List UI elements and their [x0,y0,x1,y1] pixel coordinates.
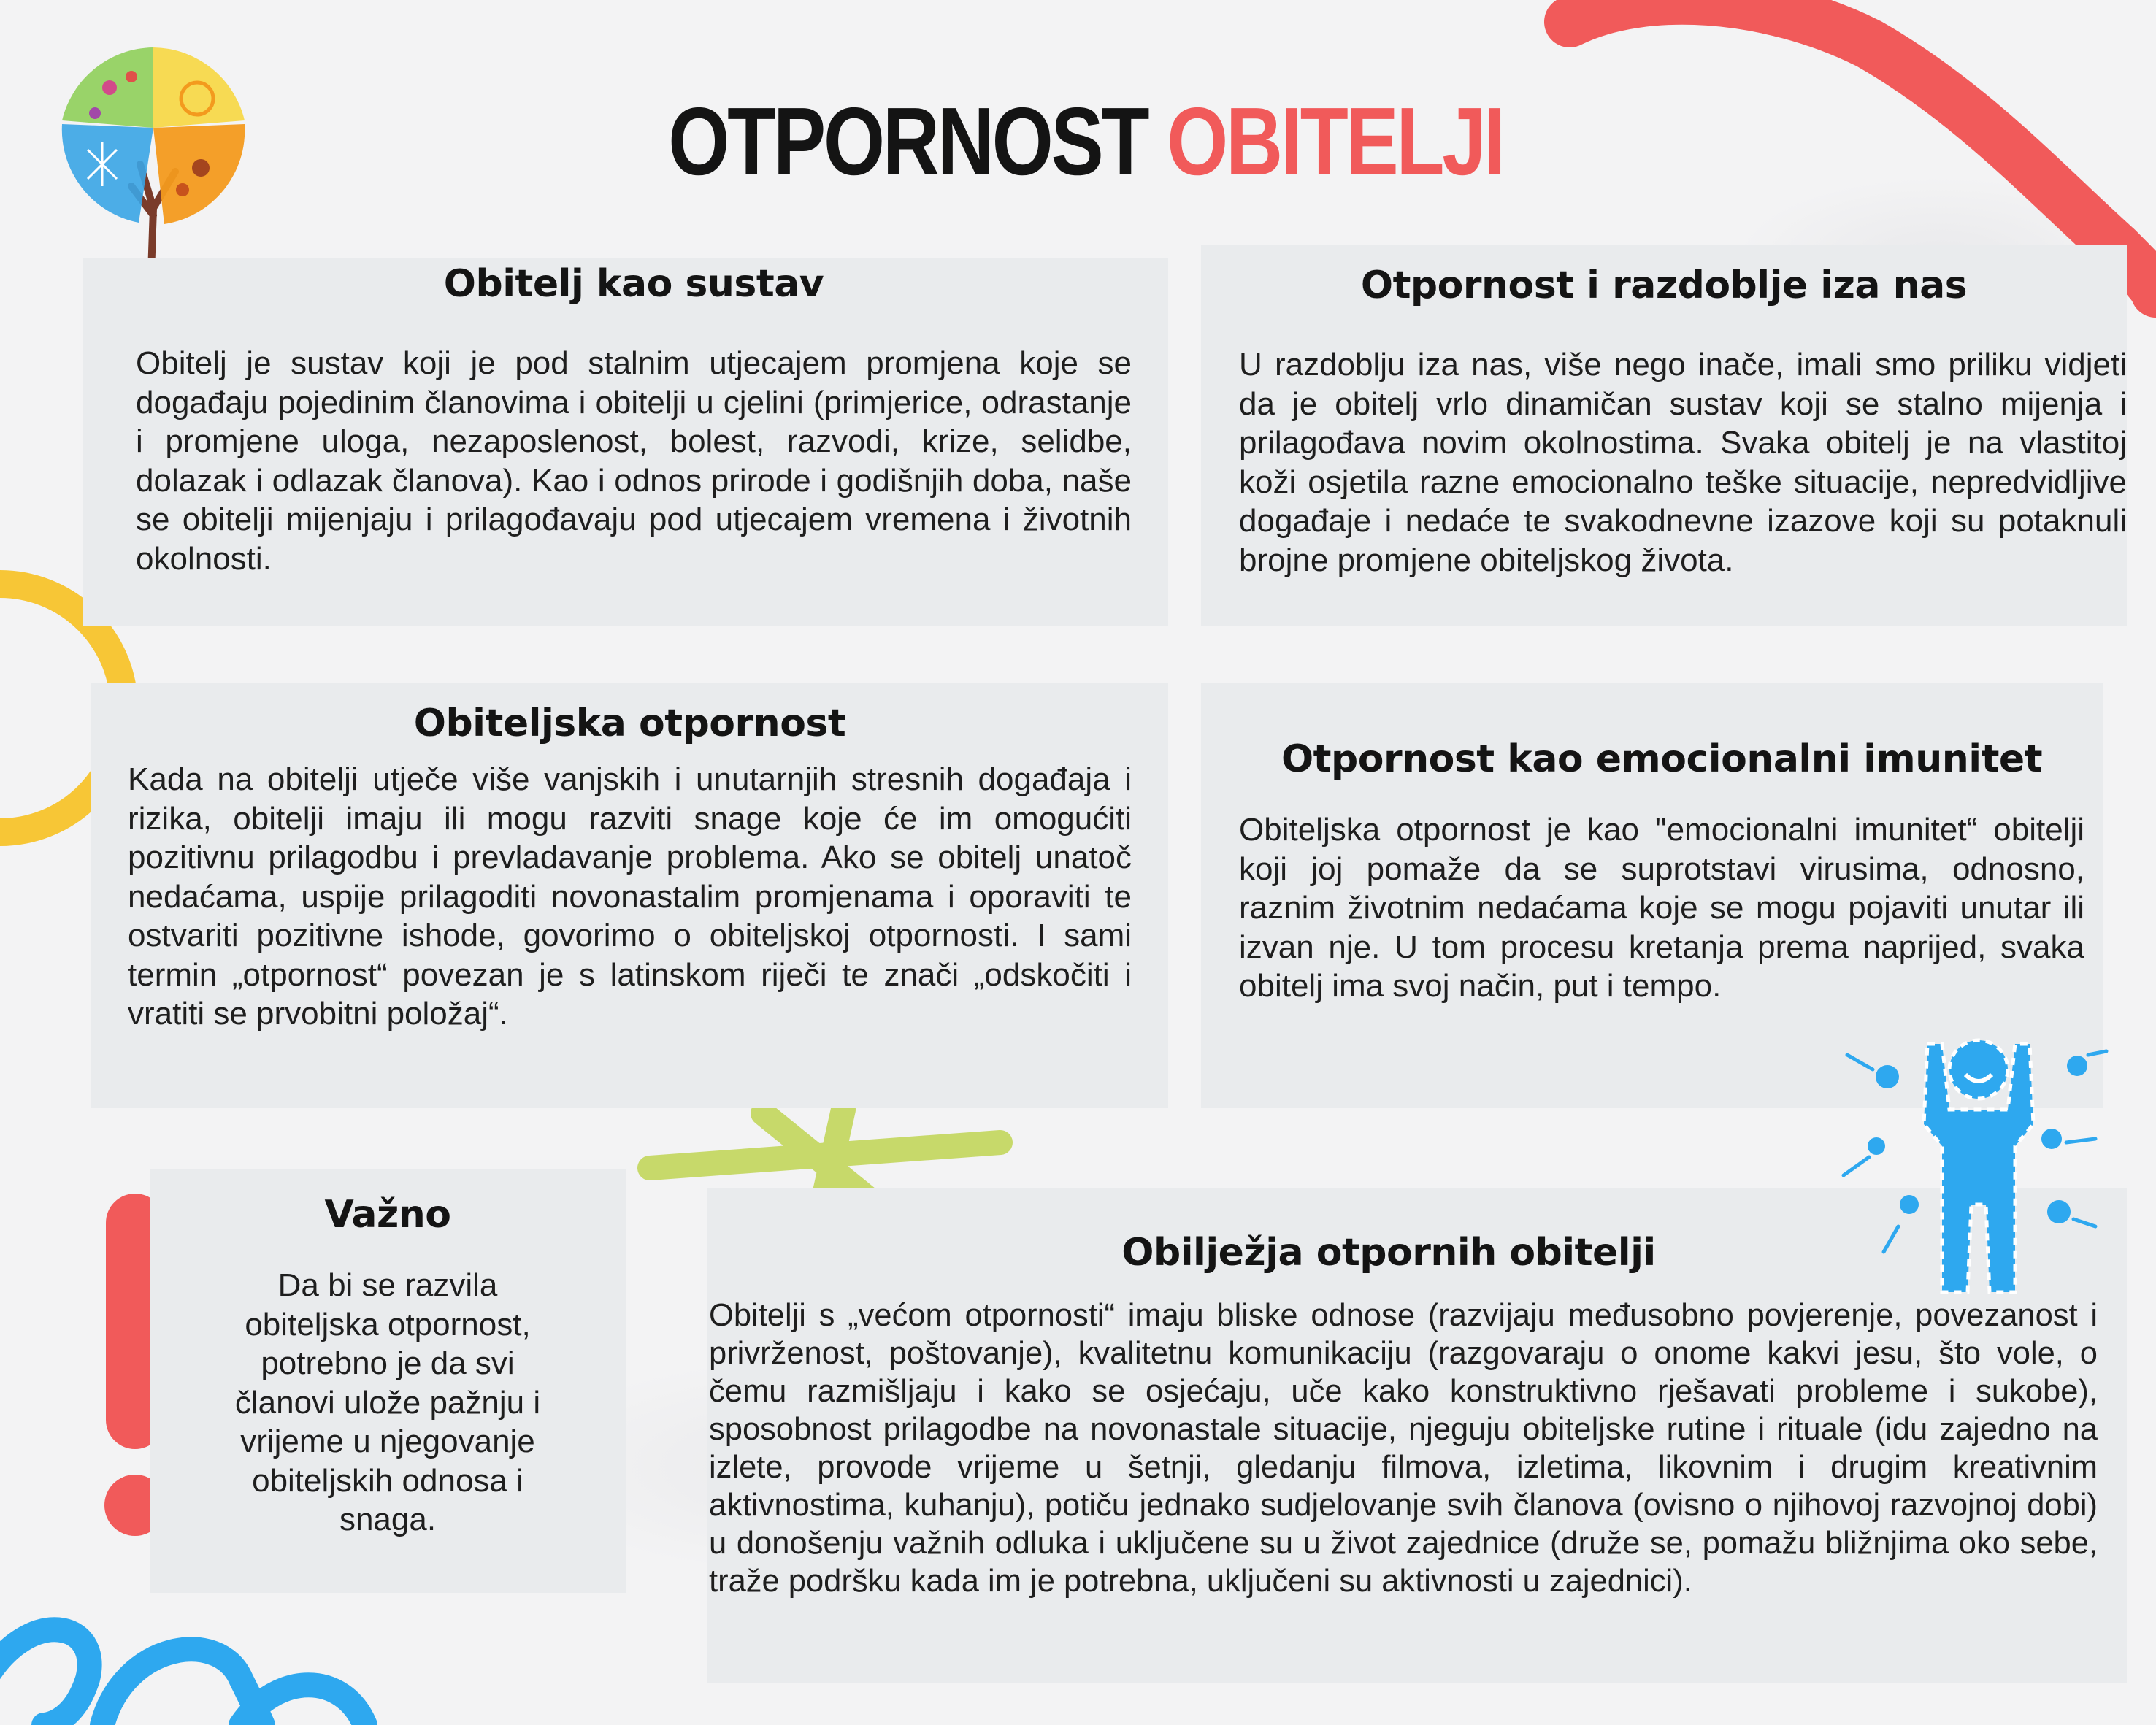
vazno-text [164,1266,611,1540]
panel-text: Kada na obitelji utječe više vanjskih i unutarnjih stresnih događaja i rizika, obitelji imaju ili mogu razviti snage koje će im omogućiti pozitivnu prilagodbu i prevladavanje problema. Ako se obitelj unatoč nedaćama, uspije prilagoditi novonastalim promjenama i oporaviti te ostvariti pozitivne ishode, govorimo o obiteljskoj otpornosti. I sami termin „otpornost“ povezan je s latinskom riječi te znači „odskočiti i vratiti se prvobitni položaj“. [128,761,1132,1031]
panel-heading: Važno [324,1193,451,1237]
vazno-line: članovi ulože pažnju i [234,1384,541,1421]
panel-text: Obitelji s „većom otpornosti“ imaju bliske odnose (razvijaju međusobno povjerenje, povezanost i privrženost, poštovanje), kvalitetnu komunikaciju (razgovaraju o onome kakvi jesu, što vole, o čemu razmišljaju i kako se osjećaju, uče kako konstruktivno rješavati probleme i sukobe), sposobnost prilagodbe na novonastale situacije, njeguju obiteljske rutine i rituale (idu zajedno na izlete, provode vrijeme u šetnji, gledanju filmova, izletima, likovnim i drugim kreativnim aktivnostima, kuhanju), potiču jednako sudjelovanje svih članova (ovisno o njihovoj razvojnoj dobi) u donošenju važnih odluka i uključene su u život zajednice (druže se, pomažu bližnjima oko sebe, traže podršku kada im je potrebna, uključeni su aktivnosti u zajednici). [709,1298,2098,1599]
panel-text: Obiteljska otpornost je kao "emocionalni imunitet“ obitelji koji joj pomaže da se suprotstavi virusima, odnosno, raznim životnim nedaćama koje se mogu pojaviti unutar ili izvan nje. U tom procesu kretanja prema naprijed, svaka obitelj ima svoj način, put i tempo. [1239,812,2084,1004]
panel-text: U razdoblju iza nas, više nego inače, imali smo priliku vidjeti da je obitelj vrlo dinamičan sustav koji se stalno mijenja i prilagođava novim okolnostima. Svaka obitelj je na vlastitoj koži osjetila razne emocionalno teške situacije, nepredvidljive događaje i nedaće te svakodnevne izazove koji su potaknuli brojne promjene obiteljskog života. [1239,347,2127,578]
vazno-line: snaga. [339,1502,437,1537]
panel-heading: Obitelj kao sustav [443,262,824,306]
panel-heading: Otpornost kao emocionalni imunitet [1281,737,2043,781]
panel-obitelj-kao-sustav [83,258,1168,626]
vazno-line: obiteljskih odnosa i [252,1462,523,1499]
strong-person-icon [1840,1029,2110,1307]
title-part2: OBITELJI [1167,88,1503,195]
page-title [202,86,1969,196]
blue-loops-shape [0,1629,365,1725]
panel-razdoblje [1201,245,2127,626]
panel-obiteljska-otpornost [91,683,1168,1108]
panel-heading: Otpornost i razdoblje iza nas [1360,264,1968,307]
vazno-line: obiteljska otpornost, [245,1306,531,1342]
panel-text: Obitelj je sustav koji je pod stalnim utjecajem promjena koje se događaju pojedinim članovima i obitelji u cjelini (primjerice, odrastanje i promjene uloga, nezaposlenost, bolest, razvodi, krize, selidbe, dolazak i odlazak članova). Kao i odnos prirode i godišnjih doba, naše se obitelji mijenjaju i prilagođavaju pod utjecajem vremena i životnih okolnosti. [136,345,1132,577]
vazno-line: Da bi se razvila [277,1267,498,1303]
vazno-line: potrebno je da svi [261,1345,515,1381]
panel-vazno [150,1169,626,1593]
panel-heading: Obiteljska otpornost [413,702,846,745]
title-part1: OTPORNOST [668,88,1148,195]
vazno-line: vrijeme u njegovanje [240,1424,535,1459]
panel-heading: Obilježja otpornih obitelji [1121,1231,1656,1275]
